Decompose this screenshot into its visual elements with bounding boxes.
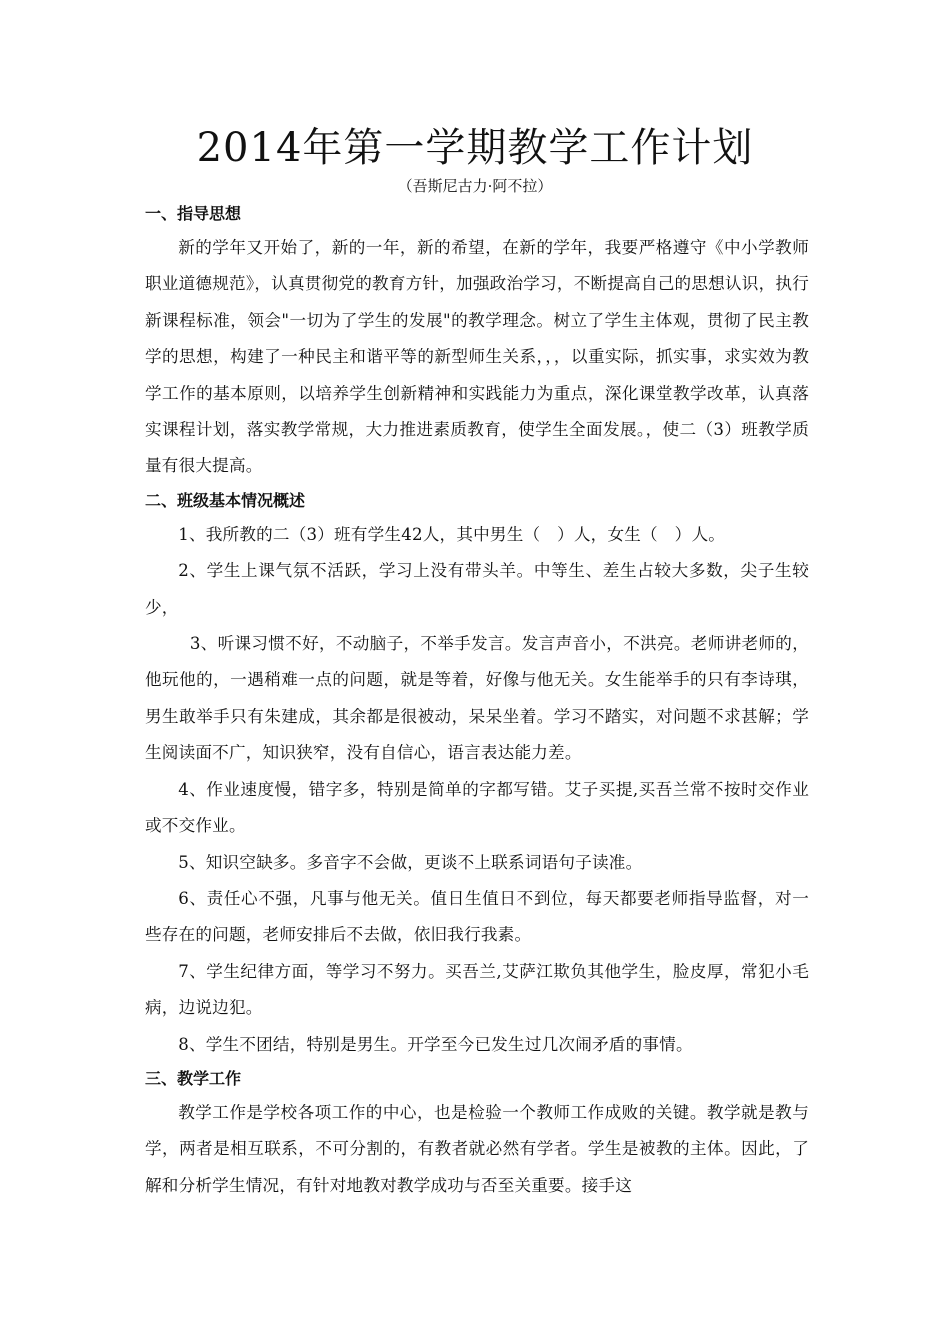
document-title: 2014年第一学期教学工作计划 xyxy=(196,125,754,171)
paragraph: 5、知识空缺多。多音字不会做，更谈不上联系词语句子读准。 xyxy=(178,852,643,872)
author-line: （吾斯尼古力·阿不拉） xyxy=(397,177,553,195)
paragraph: 7、学生纪律方面，等学习不努力。买吾兰,艾萨江欺负其他学生，脸皮厚，常犯小毛病，边说边犯。 xyxy=(145,961,809,1018)
paragraph: 4、作业速度慢，错字多，特别是简单的字都写错。艾子买提,买吾兰常不按时交作业或不交作业。 xyxy=(145,779,809,836)
section-heading: 二、班级基本情况概述 xyxy=(145,490,306,510)
document-body xyxy=(145,198,809,1204)
paragraph: 教学工作是学校各项工作的中心，也是检验一个教师工作成败的关键。教学就是教与学，两者是相互联系，不可分割的，有教者就必然有学者。学生是被教的主体。因此，了解和分析学生情况，有针对地教对教学成功与否至关重要。接手这 xyxy=(145,1102,809,1195)
paragraph: 8、学生不团结，特别是男生。开学至今已发生过几次闹矛盾的事情。 xyxy=(178,1034,693,1054)
paragraph: 新的学年又开始了，新的一年，新的希望，在新的学年，我要严格遵守《中小学教师职业道德规范》，认真贯彻党的教育方针，加强政治学习，不断提高自己的思想认识，执行新课程标准，领会"一切为了学生的发展"的教学理念。树立了学生主体观，贯彻了民主教学的思想，构建了一种民主和谐平等的新型师生关系，，，以重实际，抓实事，求实效为教学工作的基本原则，以培养学生创新精神和实践能力为重点，深化课堂教学改革，认真落实课程计划，落实教学常规，大力推进素质教育，使学生全面发展。，使二（3）班教学质量有很大提高。 xyxy=(145,238,809,476)
paragraph: 1、我所教的二（3）班有学生42人，其中男生（ ）人，女生（ ）人。 xyxy=(178,524,726,544)
paragraph: 3、听课习惯不好，不动脑子，不举手发言。发言声音小，不洪亮。老师讲老师的，他玩他的，一遇稍难一点的问题，就是等着，好像与他无关。女生能举手的只有李诗琪，男生敢举手只有朱建成，其余都是很被动，呆呆坐着。学习不踏实，对问题不求甚解；学生阅读面不广，知识狭窄，没有自信心，语言表达能力差。 xyxy=(145,634,809,763)
paragraph: 6、责任心不强，凡事与他无关。值日生值日不到位，每天都要老师指导监督，对一些存在的问题，老师安排后不去做，依旧我行我素。 xyxy=(145,888,809,945)
section-heading: 三、教学工作 xyxy=(145,1068,242,1088)
section-heading: 一、指导思想 xyxy=(145,204,242,223)
paragraph: 2、学生上课气氛不活跃，学习上没有带头羊。中等生、差生占较大多数，尖子生较少， xyxy=(145,561,809,617)
